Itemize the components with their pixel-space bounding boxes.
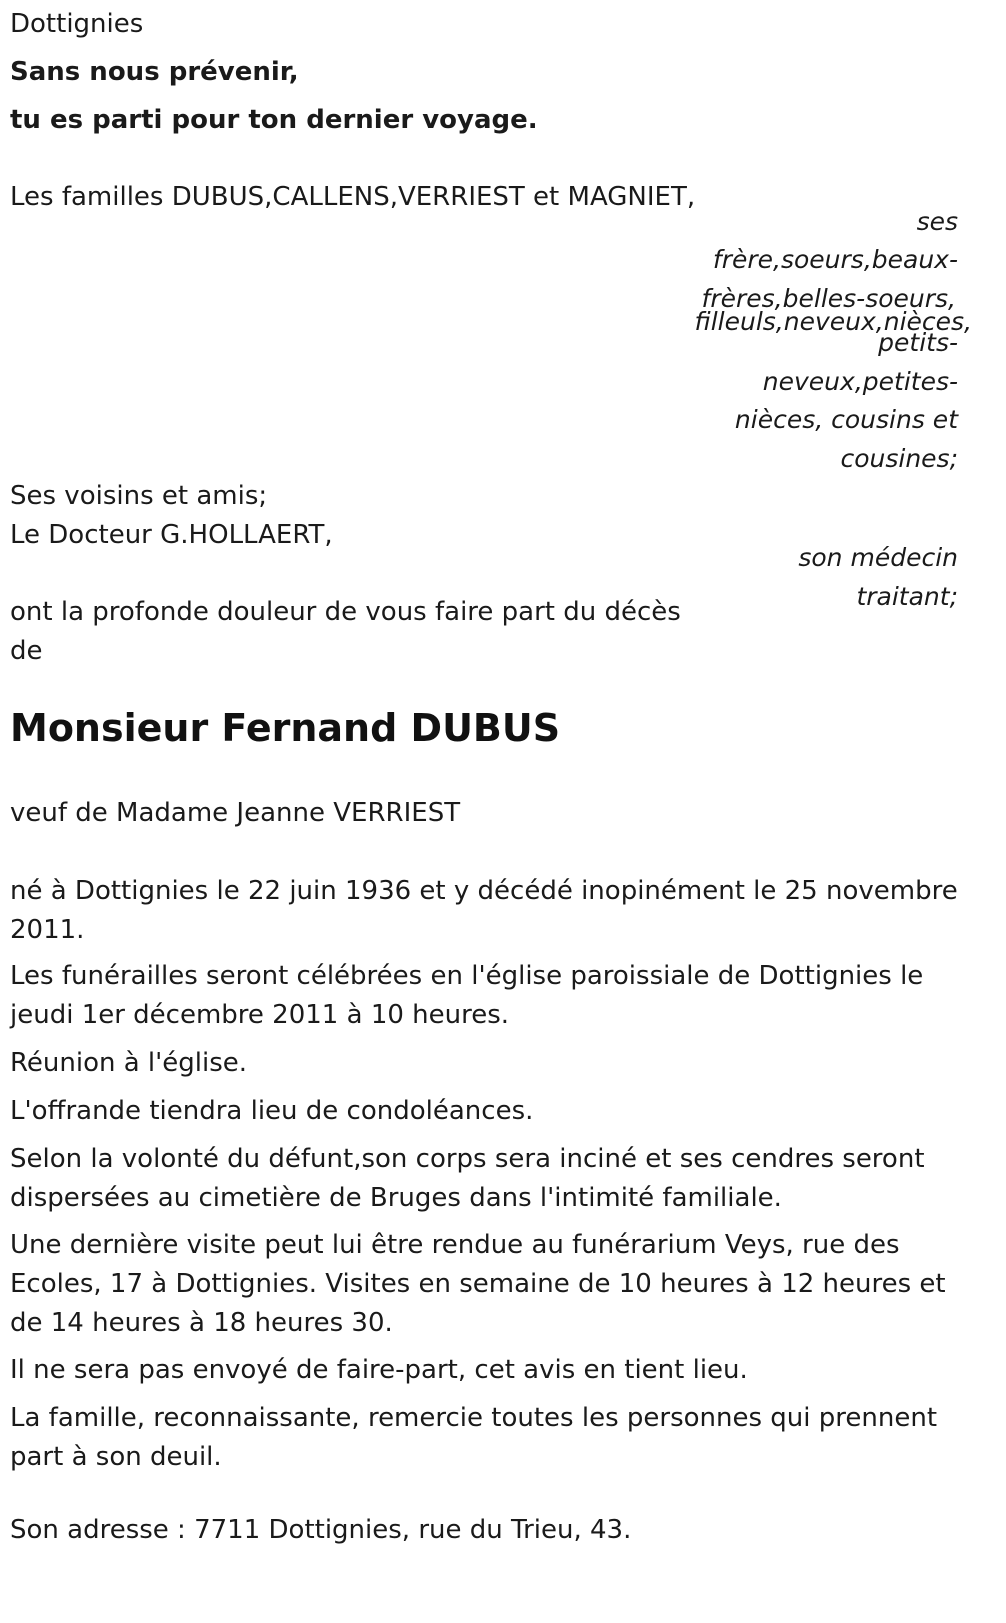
family-relation-line: ses: [916, 207, 958, 236]
family-relation-line: frère,soeurs,beaux-: [712, 245, 958, 274]
quote-line-1: Sans nous prévenir,: [10, 57, 299, 87]
address-text: Son adresse : 7711 Dottignies, rue du Trieu, 43.: [10, 1515, 632, 1545]
paragraph-thanks: La famille, reconnaissante, remercie toutes les personnes qui prennent part à son deuil.: [10, 1403, 938, 1472]
deceased-name: Monsieur Fernand DUBUS: [10, 706, 561, 750]
place-heading: Dottignies: [10, 9, 144, 39]
spouse-text: veuf de Madame Jeanne VERRIEST: [10, 798, 461, 828]
paragraph-no-card: Il ne sera pas envoyé de faire-part, cet avis en tient lieu.: [10, 1355, 748, 1385]
family-relation-line: neveux,petites-: [762, 367, 958, 396]
announcement-line-1: ont la profonde douleur de vous faire part du décès: [10, 597, 681, 627]
doctor-relation-line: traitant;: [856, 582, 958, 611]
paragraph-meeting: Réunion à l'église.: [10, 1048, 248, 1078]
paragraph-offering: L'offrande tiendra lieu de condoléances.: [10, 1096, 534, 1126]
paragraph-birth-death: né à Dottignies le 22 juin 1936 et y décédé inopinément le 25 novembre 2011.: [10, 876, 958, 945]
doctor-text: Le Docteur G.HOLLAERT,: [10, 520, 333, 550]
family-relation-line: petits-: [878, 328, 958, 357]
paragraph-cremation: Selon la volonté du défunt,son corps sera inciné et ses cendres seront dispersées au cimetière de Bruges dans l'intimité familiale.: [10, 1144, 925, 1213]
family-relation-line: nièces, cousins et: [734, 405, 958, 434]
quote-line-2: tu es parti pour ton dernier voyage.: [10, 105, 538, 135]
family-relation-line: cousines;: [840, 444, 958, 473]
family-relation-line: frères,belles-soeurs,: [701, 284, 956, 313]
doctor-relation-line: son médecin: [798, 543, 958, 572]
paragraph-visit: Une dernière visite peut lui être rendue au funérarium Veys, rue des Ecoles, 17 à Dottignies. Visites en semaine de 10 heures à 12 heures et de 14 heures à 18 heures 30.: [10, 1230, 946, 1338]
families-text: Les familles DUBUS,CALLENS,VERRIEST et MAGNIET,: [10, 182, 696, 212]
neighbours-text: Ses voisins et amis;: [10, 481, 268, 511]
announcement-line-2: de: [10, 636, 43, 666]
family-relation-line: filleuls,neveux,nièces,: [694, 307, 972, 336]
paragraph-funeral: Les funérailles seront célébrées en l'église paroissiale de Dottignies le jeudi 1er décembre 2011 à 10 heures.: [10, 961, 924, 1030]
